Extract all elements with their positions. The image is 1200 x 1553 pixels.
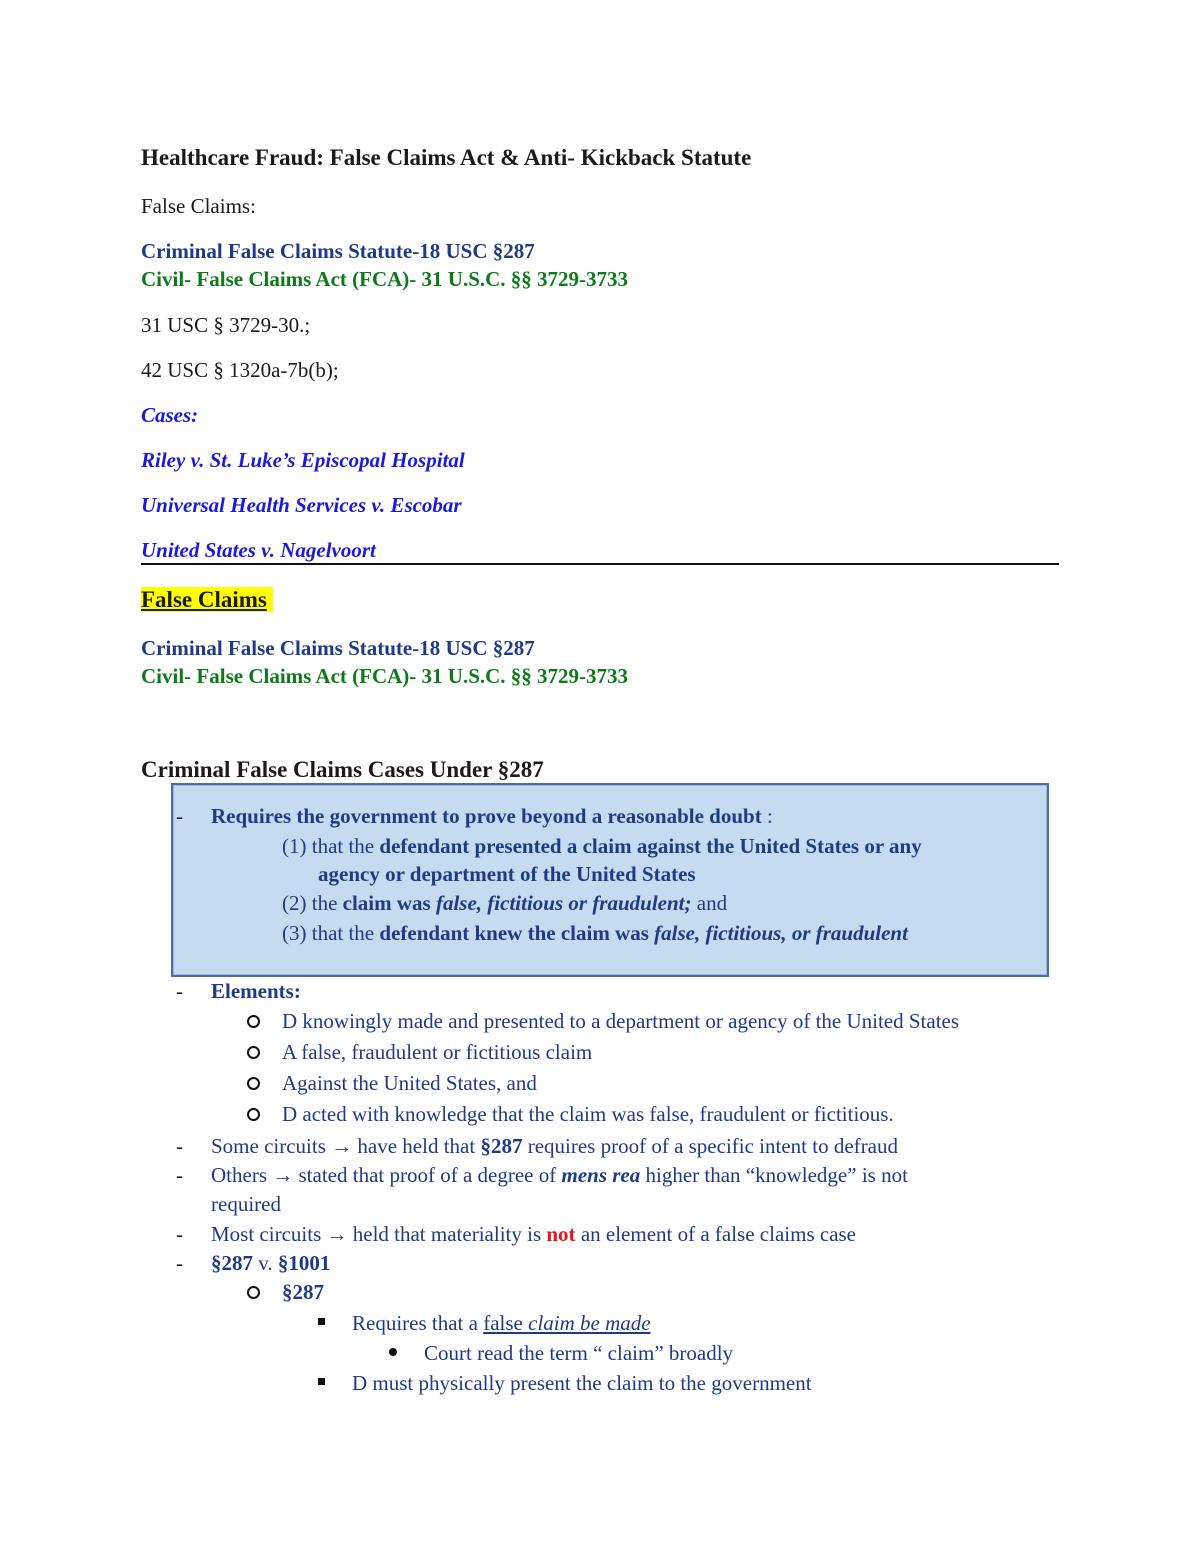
req2-italic: false, fictitious or fraudulent;	[435, 891, 692, 915]
dash-others: -	[176, 1163, 183, 1187]
dash-most-circuits: -	[176, 1222, 183, 1246]
most-text: Most circuits	[211, 1222, 327, 1246]
square-bullet-icon	[318, 1378, 325, 1385]
element-item: Against the United States, and	[282, 1071, 537, 1095]
arrow-right-icon: →	[272, 1163, 294, 1187]
requires-claim-line	[352, 1310, 651, 1336]
box-dash: -	[176, 804, 183, 828]
dash-some-circuits: -	[176, 1134, 183, 1158]
civil-statute-line: Civil- False Claims Act (FCA)- 31 U.S.C. §§ 3729-3733	[141, 267, 629, 291]
element-item: D knowingly made and presented to a department or agency of the United States	[282, 1009, 960, 1033]
others-line-cont: required	[211, 1192, 281, 1216]
most-text-b: held that materiality is	[347, 1222, 547, 1246]
document-title: Healthcare Fraud: False Claims Act & Anti- Kickback Statute	[141, 145, 752, 170]
some-circuits-text-c: requires proof of a specific intent to defraud	[522, 1134, 898, 1158]
section-287-ref: §287	[480, 1134, 523, 1158]
some-circuits-text-b: have held that	[352, 1134, 481, 1158]
req2-num: (2) the	[282, 891, 343, 915]
others-text-c: higher than “knowledge” is not	[640, 1163, 908, 1187]
some-circuits-line	[211, 1133, 898, 1159]
dash-287-vs-1001: -	[176, 1251, 183, 1275]
civil-statute-line-2: Civil- False Claims Act (FCA)- 31 U.S.C. §§ 3729-3733	[141, 664, 629, 688]
criminal-cases-heading: Criminal False Claims Cases Under §287	[141, 757, 544, 782]
court-line: Court read the term “ claim” broadly	[424, 1341, 734, 1365]
arrow-right-icon: →	[326, 1222, 348, 1246]
highlighted-heading: False Claims	[141, 587, 273, 612]
elements-label: Elements:	[211, 979, 301, 1003]
claim-be-made: claim be made	[528, 1311, 651, 1335]
criminal-statute-line: Criminal False Claims Statute-18 USC §287	[141, 239, 535, 263]
circle-bullet-icon	[247, 1046, 260, 1059]
requires-line	[211, 803, 773, 829]
versus: v.	[253, 1251, 278, 1275]
circle-bullet-icon	[247, 1015, 260, 1028]
some-circuits-text: Some circuits	[211, 1134, 332, 1158]
req2-bold: claim was	[342, 891, 436, 915]
section-287: §287	[211, 1251, 253, 1275]
requirement-1	[282, 833, 922, 859]
others-text: Others	[211, 1163, 273, 1187]
citation-3729: 31 USC § 3729-30.;	[141, 313, 311, 337]
req1-bold: defendant presented a claim against the United States or any	[379, 834, 922, 858]
false-underlined: false	[483, 1311, 529, 1335]
requirement-3	[282, 920, 908, 946]
circle-bullet-icon	[247, 1108, 260, 1121]
physically-present-line: D must physically present the claim to the government	[352, 1371, 812, 1395]
element-item: D acted with knowledge that the claim was false, fraudulent or fictitious.	[282, 1102, 894, 1126]
circle-bullet-icon	[247, 1077, 260, 1090]
mens-rea: mens rea	[561, 1163, 641, 1187]
square-bullet-icon	[318, 1318, 325, 1325]
most-circuits-line	[211, 1221, 856, 1247]
most-text-c: an element of a false claims case	[575, 1222, 857, 1246]
requires-colon: :	[761, 804, 773, 828]
case-escobar: Universal Health Services v. Escobar	[141, 493, 462, 517]
horizontal-rule	[141, 563, 1059, 565]
req3-num: (3) that the	[282, 921, 380, 945]
circle-bullet-icon	[247, 1286, 260, 1299]
element-item: A false, fraudulent or fictitious claim	[282, 1040, 593, 1064]
req1-num: (1) that the	[282, 834, 380, 858]
false-claims-label: False Claims:	[141, 194, 256, 218]
req2-end: and	[691, 891, 728, 915]
vs-line	[211, 1250, 330, 1276]
requires-text: Requires the government to prove beyond a reasonable doubt	[211, 804, 762, 828]
false-claims-heading	[141, 587, 273, 613]
not-emphasis: not	[546, 1222, 576, 1246]
citation-1320a: 42 USC § 1320a-7b(b);	[141, 358, 339, 382]
arrow-right-icon: →	[331, 1134, 353, 1158]
case-nagelvoort: United States v. Nagelvoort	[141, 538, 376, 562]
case-riley: Riley v. St. Luke’s Episcopal Hospital	[141, 448, 465, 472]
others-text-b: stated that proof of a degree of	[293, 1163, 562, 1187]
others-line	[211, 1162, 908, 1188]
req3-italic: false, fictitious, or fraudulent	[654, 921, 908, 945]
criminal-statute-line-2: Criminal False Claims Statute-18 USC §287	[141, 636, 535, 660]
requirement-2	[282, 890, 727, 916]
sub-287-heading: §287	[282, 1280, 324, 1304]
cases-label: Cases:	[141, 403, 199, 427]
requires-claim-text: Requires that a	[352, 1311, 484, 1335]
section-1001: §1001	[277, 1251, 331, 1275]
dot-bullet-icon	[389, 1348, 397, 1356]
req3-bold: defendant knew the claim was	[379, 921, 655, 945]
requirement-1-cont: agency or department of the United States	[318, 862, 696, 886]
dash-elements: -	[176, 979, 183, 1003]
